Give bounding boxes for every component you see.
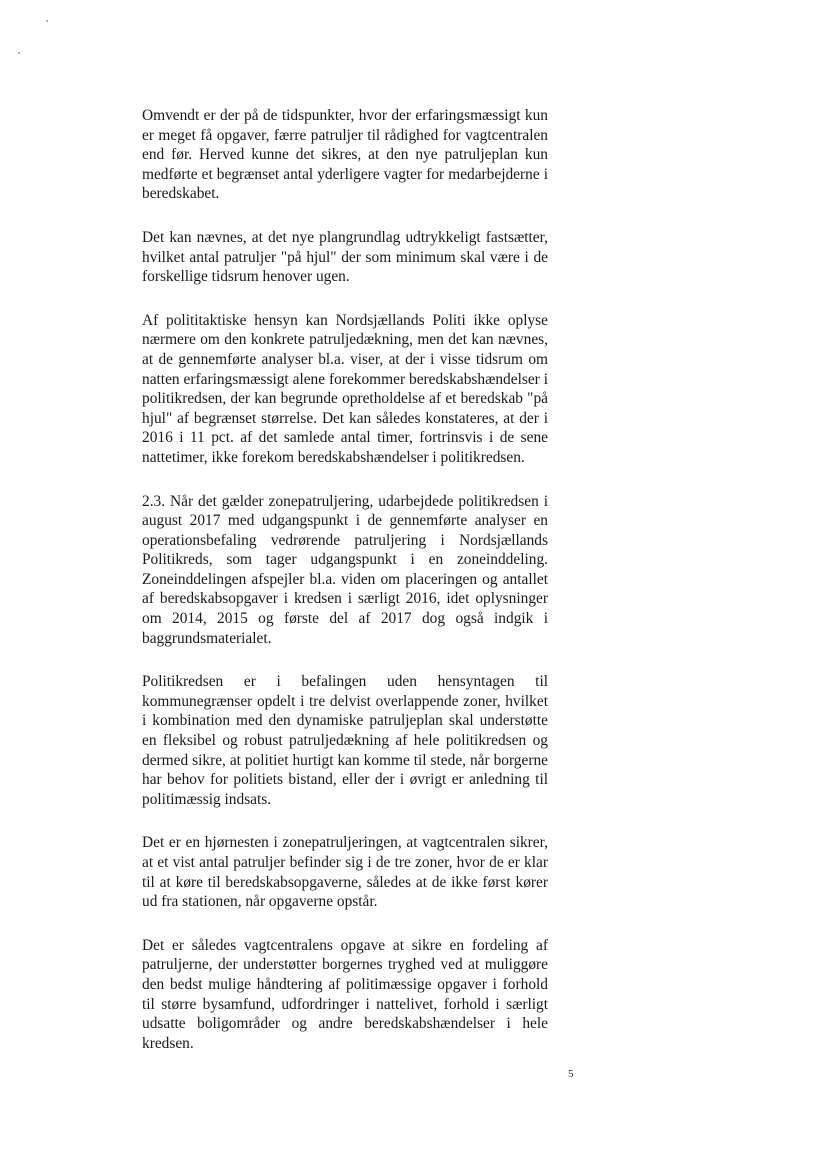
page-number: 5	[568, 1068, 574, 1080]
paragraph-1: Omvendt er der på de tidspunkter, hvor der erfaringsmæssigt kun er meget få opgaver, færre patruljer til rådighed for vagtcentralen end før. Herved kunne det sikres, at den nye patruljeplan kun medførte et begrænset antal yderligere vagter for medarbejderne i beredskabet.	[142, 107, 548, 203]
paragraph-5: Politikredsen er i befalingen uden hensyntagen til kommunegrænser opdelt i tre delvist overlappende zoner, hvilket i kombination med den dynamiske patruljeplan skal understøtte en fleksibel og robust patruljedækning af hele politikredsen og dermed sikre, at politiet hurtigt kan komme til stede, når borgerne har behov for politiets bistand, eller der i øvrigt er anledning til politimæssig indsats.	[142, 673, 548, 808]
scan-speck	[18, 52, 20, 54]
paragraph-6: Det er en hjørnesten i zonepatruljeringen, at vagtcentralen sikrer, at et vist antal patruljer befinder sig i de tre zoner, hvor de er klar til at køre til beredskabsopgaverne, således at de ikke først kører ud fra stationen, når opgaverne opstår.	[142, 834, 548, 911]
paragraph-7: Det er således vagtcentralens opgave at sikre en fordeling af patruljerne, der understøtter borgernes tryghed ved at muliggøre den bedst mulige håndtering af politimæssige opgaver i forhold til større bysamfund, udfordringer i nattelivet, forhold i særligt udsatte boligområder og andre beredskabshændelser i hele kredsen.	[142, 936, 548, 1052]
paragraph-3: Af polititaktiske hensyn kan Nordsjællands Politi ikke oplyse nærmere om den konkrete patruljedækning, men det kan nævnes, at de gennemførte analyser bl.a. viser, at der i visse tidsrum om natten erfaringsmæssigt alene forekommer beredskabshændelser i politikredsen, der kan begrunde opretholdelse af et beredskab "på hjul" af begrænset størrelse. Det kan således konstateres, at der i 2016 i 11 pct. af det samlede antal timer, fortrinsvis i de sene nattetimer, ikke forekom beredskabshændelser i politikredsen.	[142, 311, 548, 466]
paragraph-2: Det kan nævnes, at det nye plangrundlag udtrykkeligt fastsætter, hvilket antal patruljer "på hjul" der som minimum skal være i de forskellige tidsrum henover ugen.	[142, 228, 548, 286]
scan-speck	[46, 20, 48, 22]
paragraph-4: 2.3. Når det gælder zonepatruljering, udarbejdede politikredsen i august 2017 med udgangspunkt i de gennemførte analyser en operationsbefaling vedrørende patruljering i Nordsjællands Politikreds, som tager udgangspunkt i en zoneinddeling. Zoneinddelingen afspejler bl.a. viden om placeringen og antallet af beredskabsopgaver i kredsen i særligt 2016, idet oplysninger om 2014, 2015 og første del af 2017 dog også indgik i baggrundsmaterialet.	[142, 492, 548, 647]
body-text	[142, 106, 548, 1077]
